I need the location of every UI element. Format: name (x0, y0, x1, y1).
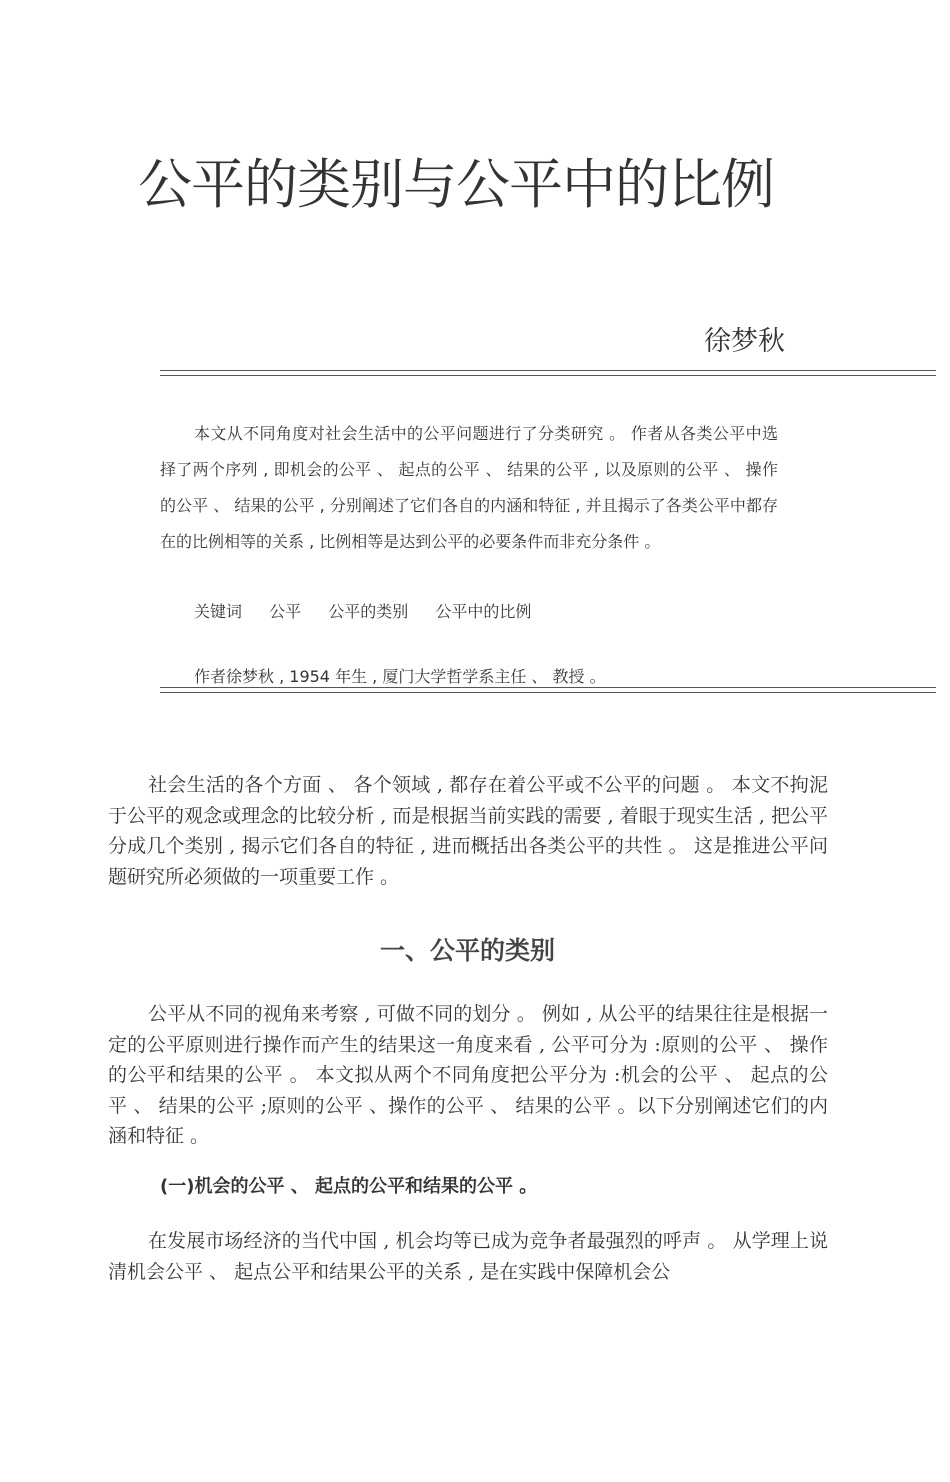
header-rule-top (160, 370, 936, 371)
abstract-rule-top (160, 687, 936, 688)
section-paragraph: 公平从不同的视角来考察 , 可做不同的划分 。 例如 , 从公平的结果往往是根据一定的公平原则进行操作而产生的结果这一角度来看 , 公平可分为 :原则的公平 、 操作的公平和结果的公平 。 本文拟从两个不同角度把公平分为 :机会的公平 、 起点的公平 、 结果的公平 ;原则的公平 、操作的公平 、 结果的公平 。以下分别阐述它们的内涵和特征 。 (108, 1003, 828, 1147)
keywords (194, 596, 553, 628)
keyword-item: 公平 (269, 602, 302, 621)
subsection-paragraph: 在发展市场经济的当代中国 , 机会均等已成为竞争者最强烈的呼声 。 从学理上说清机会公平 、 起点公平和结果公平的关系 , 是在实践中保障机会公 (108, 1230, 828, 1283)
author-name: 徐梦秋 (704, 326, 785, 357)
subsection-heading: (一)机会的公平 、 起点的公平和结果的公平 。 (160, 1176, 538, 1197)
author-note: 作者徐梦秋 , 1954 年生 , 厦门大学哲学系主任 、 教授 。 (194, 667, 606, 686)
intro-paragraph: 社会生活的各个方面 、 各个领域 , 都存在着公平或不公平的问题 。 本文不拘泥于公平的观念或理念的比较分析 , 而是根据当前实践的需要 , 着眼于现实生活 , 把公平分成几个类别 , 揭示它们各自的特征 , 进而概括出各类公平的共性 。 这是推进公平问题研究所必须做的一项重要工作 。 (108, 774, 828, 888)
keyword-item: 公平的类别 (328, 602, 409, 621)
abstract-rule-bottom (160, 692, 936, 693)
section-heading: 一、公平的类别 (379, 936, 555, 965)
keywords-label: 关键词 (194, 602, 243, 621)
header-rule-bottom (160, 375, 936, 376)
keyword-item: 公平中的比例 (435, 602, 532, 621)
paper-title: 公平的类别与公平中的比例 (138, 153, 774, 216)
abstract: 本文从不同角度对社会生活中的公平问题进行了分类研究 。 作者从各类公平中选择了两个序列 , 即机会的公平 、 起点的公平 、 结果的公平 , 以及原则的公平 、 操作的公平 、 结果的公平 , 分别阐述了它们各自的内涵和特征 , 并且揭示了各类公平中都存在的比例相等的关系 , 比例相等是达到公平的必要条件而非充分条件 。 (160, 424, 778, 551)
